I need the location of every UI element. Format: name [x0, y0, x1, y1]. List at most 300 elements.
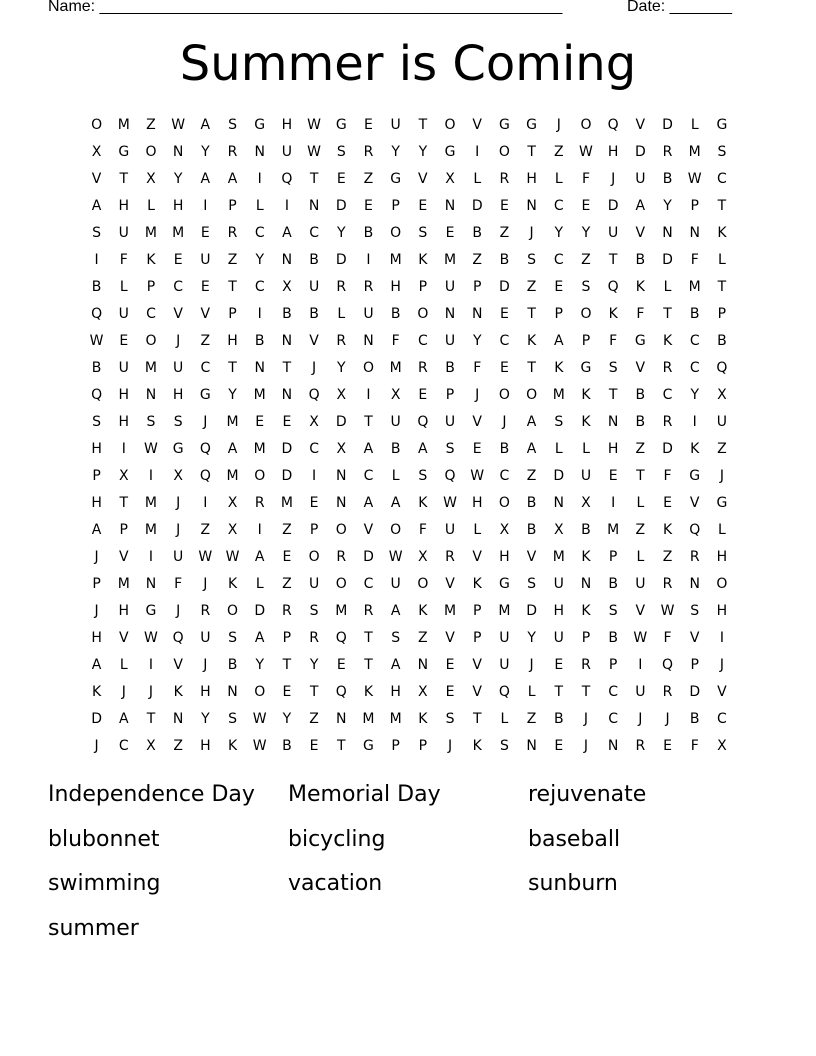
grid-letter: C	[499, 333, 510, 349]
grid-letter: U	[173, 360, 184, 376]
grid-letter: T	[527, 306, 536, 322]
grid-letter: R	[336, 279, 347, 295]
grid-letter: G	[498, 576, 510, 592]
grid-letter: L	[718, 522, 726, 538]
grid-letter: K	[418, 252, 428, 268]
grid-letter: M	[280, 495, 293, 511]
grid-letter: Y	[337, 360, 346, 376]
grid-letter: R	[445, 549, 455, 565]
grid-letter: E	[499, 306, 509, 322]
grid-letter: M	[362, 711, 375, 727]
grid-letter: Q	[199, 441, 211, 457]
grid-letter: P	[228, 198, 237, 214]
grid-letter: N	[607, 738, 619, 754]
grid-letter: L	[527, 684, 536, 700]
grid-letter: B	[254, 333, 265, 349]
grid-letter: H	[91, 630, 102, 646]
grid-letter: L	[147, 198, 155, 214]
grid-letter: B	[282, 306, 292, 322]
grid-letter: O	[498, 144, 510, 160]
grid-letter: V	[717, 684, 727, 700]
grid-letter: J	[719, 468, 724, 484]
grid-letter: I	[257, 522, 262, 538]
grid-letter: A	[254, 549, 265, 565]
grid-letter: I	[284, 198, 289, 214]
grid-letter: Z	[200, 333, 211, 349]
grid-letter: V	[472, 117, 482, 133]
grid-letter: K	[92, 684, 102, 700]
grid-letter: Z	[662, 549, 673, 565]
grid-letter: O	[498, 495, 510, 511]
grid-letter: A	[526, 441, 537, 457]
grid-letter: M	[226, 468, 239, 484]
grid-letter: V	[445, 576, 455, 592]
grid-letter: N	[526, 738, 537, 754]
grid-letter: A	[635, 198, 646, 214]
grid-letter: N	[662, 225, 673, 241]
grid-letter: H	[172, 387, 184, 403]
grid-letter: D	[335, 252, 347, 268]
grid-letter: Z	[309, 711, 319, 727]
grid-letter: K	[418, 603, 428, 619]
grid-letter: B	[635, 414, 646, 430]
grid-letter: C	[553, 198, 564, 214]
grid-letter: R	[581, 657, 591, 673]
grid-letter: P	[690, 198, 699, 214]
grid-letter: X	[499, 522, 510, 538]
grid-letter: L	[255, 576, 264, 592]
grid-letter: O	[498, 387, 510, 403]
grid-letter: O	[580, 117, 592, 133]
grid-letter: M	[552, 387, 565, 403]
grid-letter: B	[499, 441, 510, 457]
grid-letter: U	[635, 171, 646, 187]
grid-letter: I	[94, 252, 99, 268]
grid-letter: V	[472, 414, 482, 430]
grid-letter: B	[608, 576, 618, 592]
word-list-item: Memorial Day	[288, 782, 441, 807]
grid-letter: A	[200, 117, 211, 133]
grid-letter: A	[553, 333, 564, 349]
grid-letter: H	[91, 495, 102, 511]
grid-letter: I	[257, 306, 262, 322]
grid-letter: U	[308, 576, 320, 592]
grid-letter: K	[418, 711, 428, 727]
grid-letter: H	[281, 117, 293, 133]
grid-letter: M	[335, 603, 348, 619]
grid-letter: S	[92, 225, 102, 241]
grid-letter: G	[716, 495, 728, 511]
grid-letter: T	[364, 414, 373, 430]
date-field-label: Date: _______	[627, 0, 732, 15]
grid-letter: U	[444, 522, 456, 538]
grid-letter: M	[117, 117, 130, 133]
grid-letter: A	[526, 414, 537, 430]
grid-letter: F	[609, 333, 618, 349]
grid-letter: I	[121, 441, 126, 457]
grid-letter: G	[199, 387, 211, 403]
grid-letter: U	[716, 414, 728, 430]
grid-letter: O	[417, 306, 429, 322]
grid-letter: N	[281, 252, 293, 268]
grid-letter: O	[390, 225, 402, 241]
grid-letter: V	[472, 684, 482, 700]
grid-letter: G	[254, 117, 266, 133]
grid-letter: C	[689, 360, 700, 376]
grid-letter: T	[608, 387, 618, 403]
grid-letter: A	[282, 225, 292, 241]
grid-letter: N	[689, 576, 700, 592]
grid-letter: B	[390, 306, 401, 322]
grid-letter: C	[363, 576, 374, 592]
grid-letter: M	[172, 225, 185, 241]
grid-letter: U	[635, 684, 646, 700]
grid-letter: Q	[444, 468, 456, 484]
grid-letter: M	[688, 144, 701, 160]
grid-letter: A	[390, 495, 401, 511]
grid-letter: N	[444, 198, 456, 214]
grid-letter: T	[282, 657, 292, 673]
grid-letter: X	[91, 144, 102, 160]
grid-letter: A	[390, 657, 401, 673]
grid-letter: P	[717, 306, 727, 322]
grid-letter: Y	[255, 252, 264, 268]
grid-letter: B	[282, 738, 292, 754]
grid-letter: H	[118, 414, 130, 430]
grid-letter: F	[663, 468, 672, 484]
grid-letter: T	[608, 252, 618, 268]
grid-letter: W	[171, 117, 186, 133]
grid-letter: C	[608, 684, 619, 700]
grid-letter: V	[526, 549, 537, 565]
grid-letter: M	[552, 549, 565, 565]
grid-letter: S	[608, 360, 618, 376]
grid-letter: D	[662, 117, 673, 133]
grid-letter: T	[309, 684, 319, 700]
grid-letter: E	[309, 495, 319, 511]
grid-letter: Z	[363, 171, 374, 187]
grid-letter: S	[228, 630, 237, 646]
grid-letter: G	[716, 117, 728, 133]
grid-letter: Z	[553, 144, 564, 160]
grid-letter: C	[717, 711, 727, 727]
grid-letter: M	[443, 603, 457, 619]
grid-letter: C	[363, 468, 374, 484]
grid-letter: H	[607, 441, 619, 457]
grid-letter: R	[254, 495, 265, 511]
grid-letter: M	[144, 225, 158, 241]
grid-letter: P	[445, 387, 455, 403]
grid-letter: S	[336, 144, 346, 160]
word-list-item: baseball	[528, 826, 621, 852]
grid-letter: E	[608, 468, 618, 484]
grid-letter: E	[173, 252, 183, 268]
grid-letter: B	[227, 657, 238, 673]
grid-letter: A	[118, 711, 129, 727]
grid-letter: X	[118, 468, 129, 484]
grid-letter: T	[228, 360, 237, 376]
grid-letter: E	[282, 549, 292, 565]
grid-letter: O	[91, 117, 103, 133]
grid-letter: M	[389, 360, 402, 376]
grid-letter: L	[554, 441, 563, 457]
grid-letter: N	[227, 684, 238, 700]
grid-letter: I	[366, 387, 371, 403]
grid-letter: V	[635, 360, 646, 376]
grid-letter: E	[499, 360, 509, 376]
grid-letter: U	[390, 414, 401, 430]
grid-letter: C	[118, 738, 129, 754]
grid-letter: M	[498, 603, 511, 619]
grid-letter: C	[689, 333, 700, 349]
grid-letter: O	[335, 522, 347, 538]
grid-letter: N	[553, 495, 565, 511]
grid-letter: H	[172, 198, 184, 214]
grid-letter: W	[388, 549, 403, 565]
grid-letter: R	[689, 549, 700, 565]
grid-letter: S	[690, 603, 700, 619]
grid-letter: P	[608, 549, 618, 565]
grid-letter: E	[445, 657, 455, 673]
grid-letter: V	[418, 171, 428, 187]
grid-letter: S	[228, 117, 237, 133]
grid-letter: U	[553, 630, 564, 646]
grid-letter: W	[579, 144, 593, 160]
grid-letter: S	[418, 468, 428, 484]
grid-letter: I	[366, 252, 371, 268]
grid-letter: M	[253, 441, 266, 457]
grid-letter: T	[717, 198, 727, 214]
grid-letter: P	[418, 279, 428, 295]
grid-letter: M	[117, 576, 130, 592]
grid-letter: U	[118, 360, 129, 376]
grid-letter: S	[92, 414, 102, 430]
grid-letter: Y	[201, 711, 210, 727]
grid-letter: N	[526, 198, 537, 214]
grid-letter: Q	[335, 630, 347, 646]
grid-letter: O	[417, 576, 429, 592]
grid-letter: R	[635, 738, 646, 754]
grid-letter: J	[176, 495, 181, 511]
grid-letter: U	[444, 414, 456, 430]
grid-letter: W	[660, 603, 675, 619]
grid-letter: T	[581, 684, 591, 700]
grid-letter: P	[608, 657, 618, 673]
grid-letter: A	[227, 171, 238, 187]
grid-letter: O	[254, 468, 266, 484]
grid-letter: M	[607, 522, 620, 538]
grid-letter: E	[418, 387, 428, 403]
grid-letter: D	[471, 198, 483, 214]
grid-letter: O	[254, 684, 266, 700]
word-list-item: sunburn	[528, 871, 618, 896]
grid-letter: F	[473, 360, 482, 376]
grid-letter: X	[717, 387, 727, 403]
grid-letter: D	[634, 144, 646, 160]
grid-letter: Z	[282, 576, 292, 592]
grid-letter: O	[335, 576, 347, 592]
grid-letter: N	[607, 414, 619, 430]
grid-letter: G	[634, 333, 646, 349]
grid-letter: W	[89, 333, 104, 349]
grid-letter: K	[690, 441, 700, 457]
grid-letter: B	[662, 171, 673, 187]
grid-letter: N	[145, 387, 157, 403]
grid-letter: J	[94, 738, 99, 754]
grid-letter: Y	[282, 711, 292, 727]
grid-letter: P	[690, 657, 699, 673]
grid-letter: N	[580, 576, 592, 592]
grid-letter: H	[716, 549, 728, 565]
grid-letter: Q	[417, 414, 429, 430]
grid-letter: V	[472, 657, 482, 673]
grid-letter: X	[336, 387, 347, 403]
grid-letter: W	[252, 711, 267, 727]
grid-letter: R	[662, 684, 673, 700]
grid-letter: E	[554, 738, 564, 754]
grid-letter: E	[364, 117, 373, 133]
grid-letter: E	[364, 198, 373, 214]
word-list-item: swimming	[48, 871, 161, 896]
grid-letter: O	[444, 117, 456, 133]
grid-letter: O	[580, 306, 592, 322]
grid-letter: R	[309, 630, 319, 646]
grid-letter: M	[144, 495, 158, 511]
grid-letter: J	[719, 657, 724, 673]
grid-letter: M	[253, 387, 266, 403]
grid-letter: L	[500, 711, 509, 727]
grid-letter: Z	[146, 117, 156, 133]
grid-letter: P	[391, 738, 400, 754]
grid-letter: S	[146, 414, 156, 430]
grid-letter: Q	[172, 630, 184, 646]
grid-letter: K	[418, 495, 428, 511]
grid-letter: C	[417, 333, 428, 349]
grid-letter: D	[254, 603, 266, 619]
grid-letter: W	[443, 495, 457, 511]
grid-letter: Q	[308, 387, 320, 403]
grid-letter: N	[689, 225, 700, 241]
grid-letter: T	[282, 360, 292, 376]
grid-letter: N	[363, 333, 374, 349]
grid-letter: G	[390, 171, 402, 187]
grid-letter: F	[418, 522, 427, 538]
grid-letter: J	[638, 711, 643, 727]
grid-letter: T	[364, 657, 373, 673]
grid-letter: V	[472, 549, 482, 565]
grid-letter: Q	[716, 360, 728, 376]
grid-letter: U	[390, 117, 401, 133]
grid-letter: J	[447, 738, 453, 754]
grid-letter: E	[336, 171, 346, 187]
grid-letter: Y	[554, 225, 564, 241]
grid-letter: J	[529, 657, 534, 673]
grid-letter: E	[255, 414, 265, 430]
grid-letter: E	[200, 225, 210, 241]
grid-letter: J	[176, 333, 181, 349]
grid-letter: K	[662, 522, 673, 538]
grid-letter: X	[581, 495, 591, 511]
grid-letter: D	[363, 549, 374, 565]
grid-letter: K	[227, 576, 238, 592]
grid-letter: F	[391, 333, 400, 349]
grid-letter: H	[200, 738, 211, 754]
grid-letter: S	[228, 711, 237, 727]
grid-letter: H	[227, 333, 238, 349]
grid-letter: T	[119, 495, 129, 511]
grid-letter: O	[227, 603, 239, 619]
grid-letter: S	[445, 711, 455, 727]
grid-letter: P	[472, 603, 482, 619]
grid-letter: V	[689, 495, 700, 511]
grid-letter: U	[608, 225, 619, 241]
grid-letter: T	[418, 117, 428, 133]
grid-letter: N	[172, 711, 184, 727]
grid-letter: X	[227, 522, 238, 538]
grid-letter: M	[389, 252, 402, 268]
grid-letter: I	[148, 549, 154, 565]
grid-letter: Z	[526, 468, 537, 484]
grid-letter: D	[662, 441, 673, 457]
grid-letter: H	[118, 603, 130, 619]
grid-letter: D	[526, 603, 537, 619]
grid-letter: S	[717, 144, 727, 160]
grid-letter: P	[119, 522, 128, 538]
grid-letter: E	[554, 279, 564, 295]
grid-letter: R	[336, 333, 347, 349]
grid-letter: B	[581, 522, 591, 538]
grid-letter: U	[308, 279, 320, 295]
grid-letter: J	[176, 522, 181, 538]
grid-letter: U	[390, 576, 401, 592]
grid-letter: I	[148, 468, 154, 484]
grid-letter: X	[418, 549, 428, 565]
grid-letter: J	[556, 117, 561, 133]
grid-letter: E	[282, 684, 292, 700]
grid-letter: C	[717, 171, 727, 187]
grid-letter: X	[146, 738, 156, 754]
grid-letter: E	[336, 657, 346, 673]
grid-letter: N	[281, 387, 293, 403]
grid-letter: I	[692, 414, 697, 430]
grid-letter: H	[526, 171, 537, 187]
grid-letter: N	[308, 198, 320, 214]
grid-letter: F	[663, 630, 672, 646]
letter-grid	[83, 112, 736, 760]
grid-letter: A	[91, 657, 102, 673]
grid-letter: R	[662, 144, 673, 160]
puzzle-title: Summer is Coming	[179, 36, 637, 92]
grid-letter: D	[689, 684, 701, 700]
grid-letter: K	[717, 225, 727, 241]
grid-letter: U	[173, 549, 184, 565]
grid-letter: X	[309, 414, 319, 430]
word-list-item: summer	[48, 915, 139, 941]
grid-letter: I	[611, 495, 616, 511]
grid-letter: O	[362, 360, 374, 376]
grid-letter: G	[172, 441, 184, 457]
word-list-item: bicycling	[288, 826, 386, 852]
grid-letter: S	[418, 225, 428, 241]
grid-letter: B	[390, 441, 401, 457]
grid-letter: S	[173, 414, 183, 430]
grid-letter: N	[417, 657, 429, 673]
grid-letter: W	[198, 549, 213, 565]
grid-letter: R	[227, 144, 238, 160]
grid-letter: C	[200, 360, 211, 376]
grid-letter: W	[307, 144, 322, 160]
grid-letter: J	[121, 684, 126, 700]
